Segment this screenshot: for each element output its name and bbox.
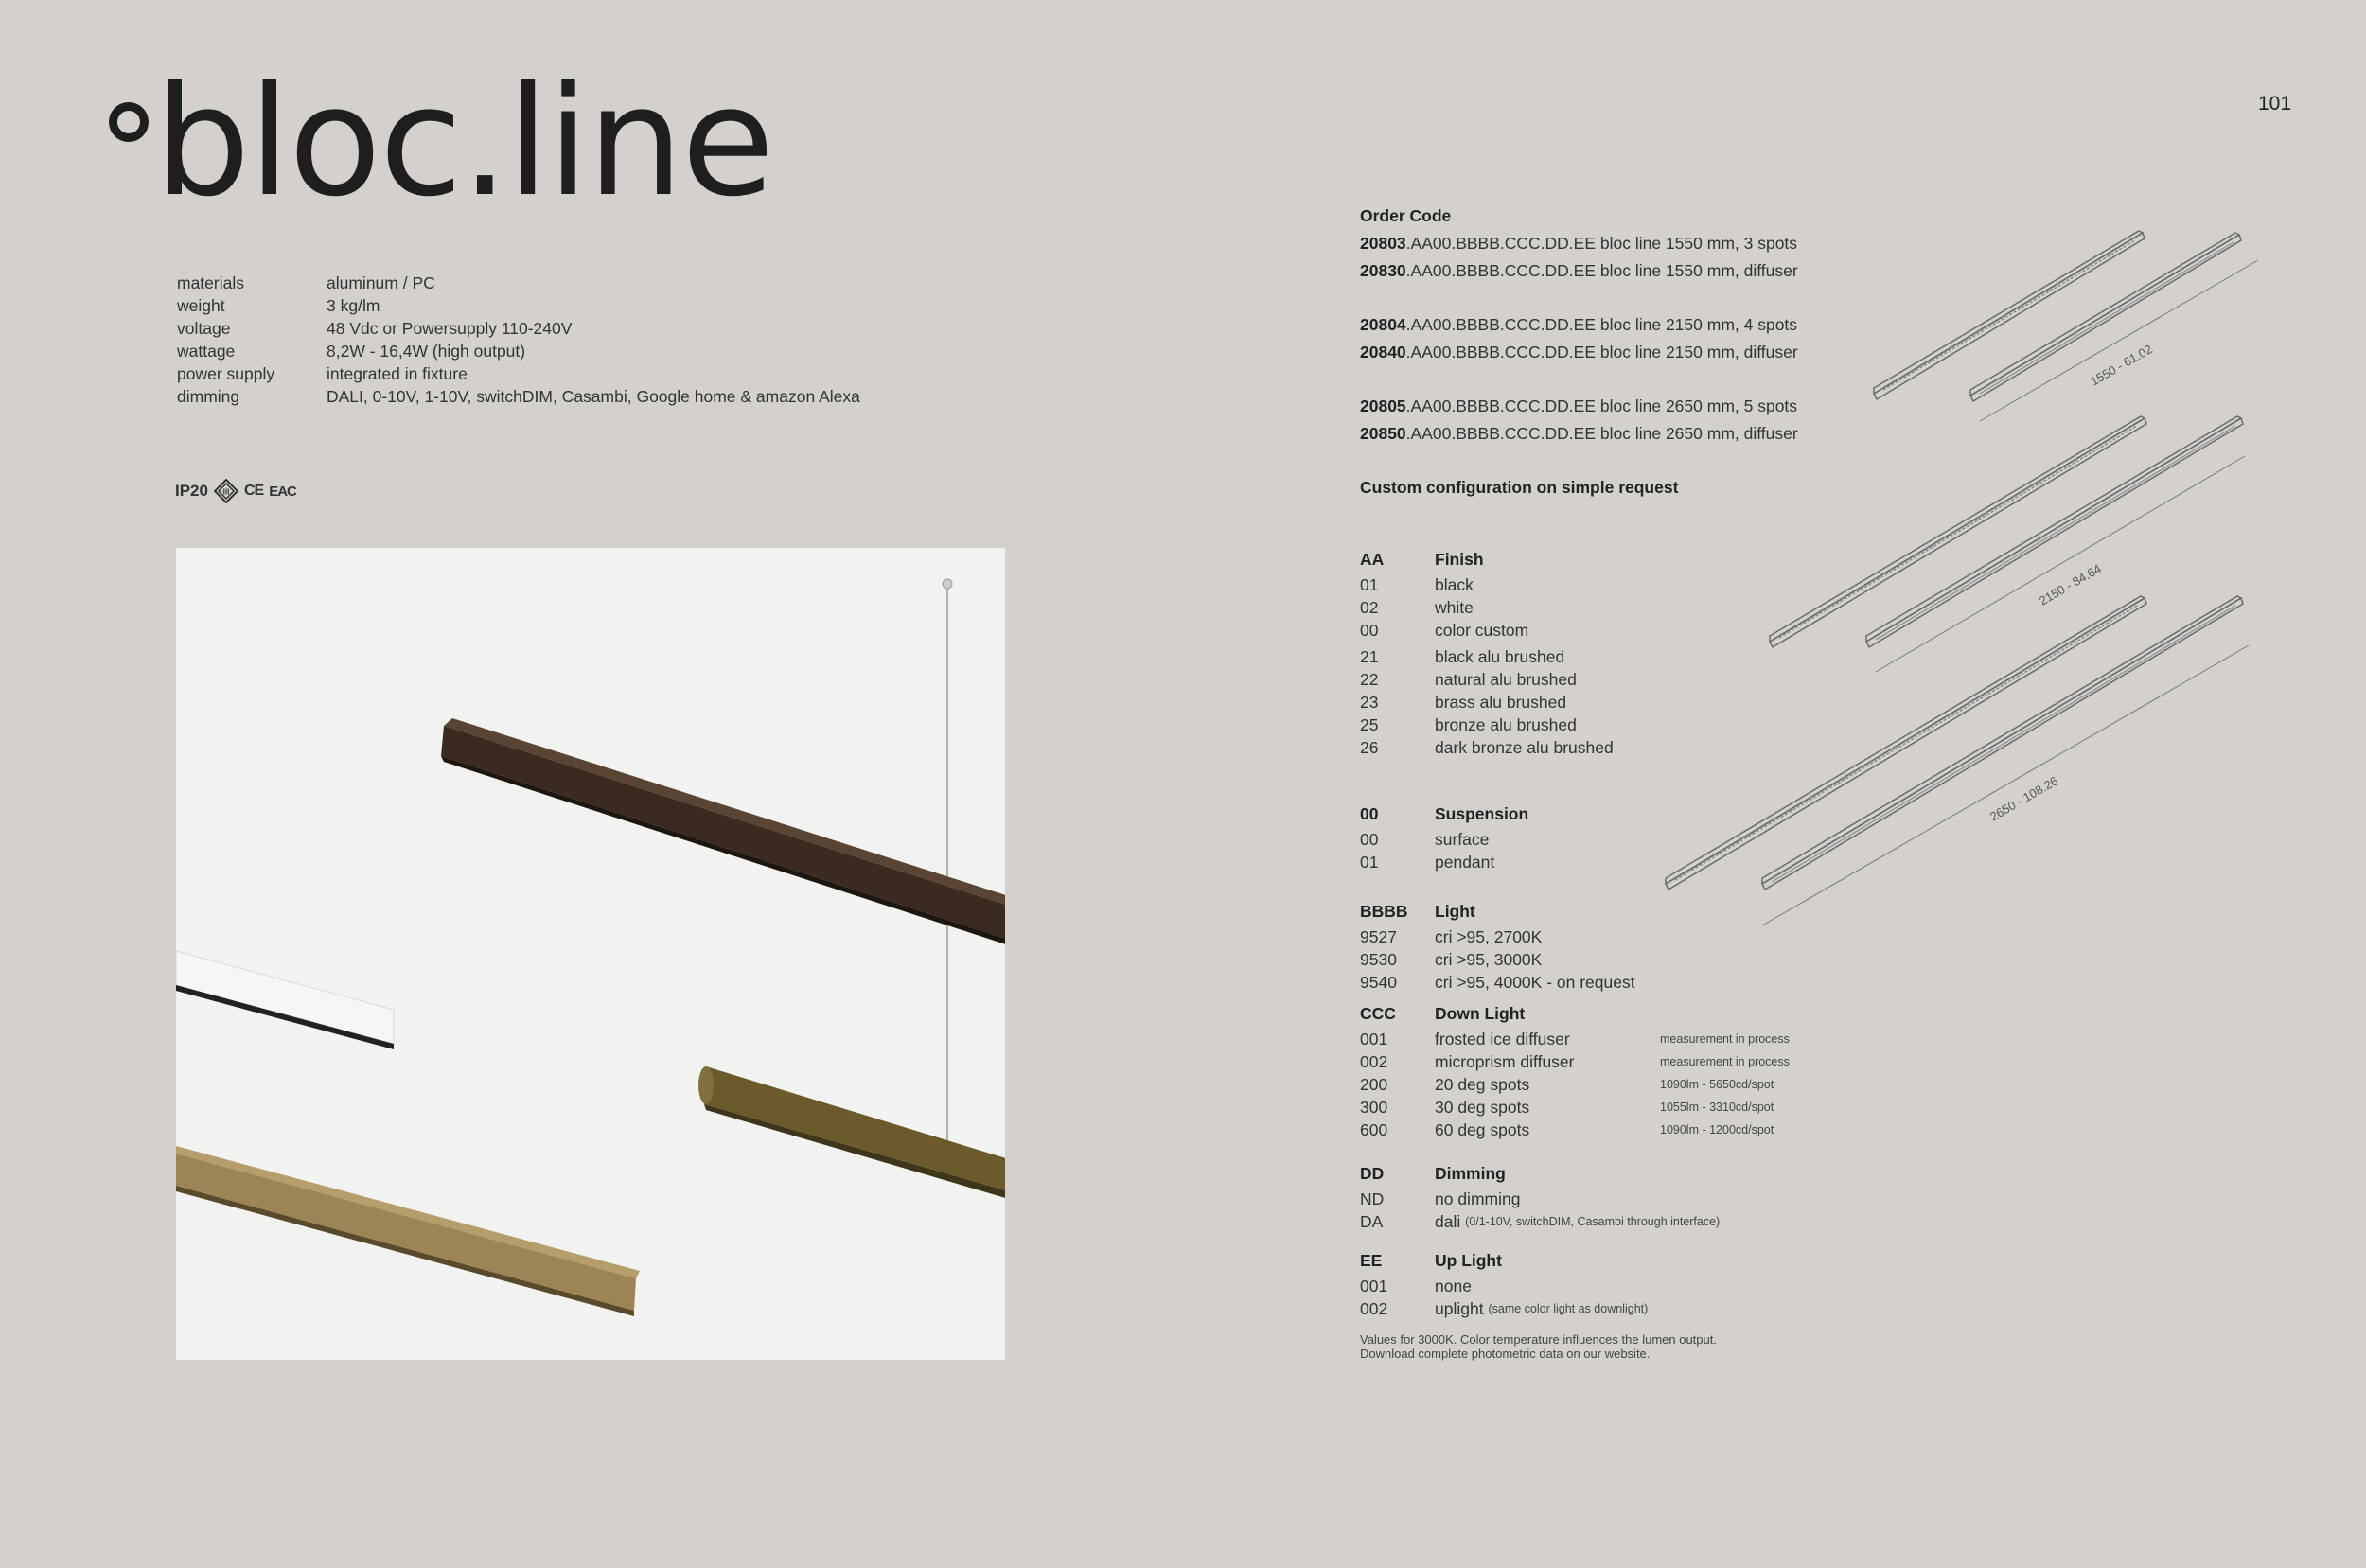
spec-value: DALI, 0-10V, 1-10V, switchDIM, Casambi, Google home & amazon Alexa — [327, 387, 860, 406]
option-row: 002 microprism diffuser measurement in process — [1360, 1052, 1790, 1071]
product-photo — [176, 548, 1005, 1360]
option-row: 02 white — [1360, 598, 1474, 617]
page-number: 101 — [2258, 93, 2292, 115]
spec-label: voltage — [177, 319, 231, 338]
spec-row — [177, 272, 860, 294]
spec-value: 48 Vdc or Powersupply 110-240V — [327, 319, 573, 338]
spec-list — [177, 272, 860, 408]
footnote: Values for 3000K. Color temperature influences the lumen output. Download complete photometric data on our website. — [1360, 1332, 1717, 1361]
eac-mark-icon: EAC — [269, 483, 296, 500]
ip-rating: IP20 — [175, 482, 208, 500]
option-row: 21 black alu brushed — [1360, 647, 1565, 666]
option-row: ND no dimming — [1360, 1189, 1521, 1208]
option-row: 300 30 deg spots 1055lm - 3310cd/spot — [1360, 1098, 1774, 1117]
light-section: BBBB Light 9527 cri >95, 2700K 9530 cri >95, 3000K 9540 cri >95, 4000K - on request — [1360, 902, 1635, 992]
option-row: 00 surface — [1360, 830, 1490, 849]
order-code-row: 20850.AA00.BBBB.CCC.DD.EE bloc line 2650 mm, diffuser — [1360, 424, 1798, 443]
order-code-row: 20804.AA00.BBBB.CCC.DD.EE bloc line 2150 mm, 4 spots — [1360, 315, 1798, 334]
dimming-section: DD Dimming ND no dimming DA dali (0/1-10V, switchDIM, Casambi through interface) — [1360, 1164, 1721, 1231]
finish-section: AA Finish 01 black 02 white 00 color custom 21 black alu brushed 22 natural alu brushed 23 brass alu brushed 25 bronze alu brushed 26 dark bronze alu brushed — [1360, 550, 1614, 757]
order-code-row: 20840.AA00.BBBB.CCC.DD.EE bloc line 2150 mm, diffuser — [1360, 343, 1798, 361]
spec-row — [177, 317, 860, 340]
fixture-2150-diffuser — [1866, 416, 2243, 647]
degree-symbol-icon — [109, 102, 149, 142]
spec-label: dimming — [177, 387, 240, 406]
spec-label: power supply — [177, 364, 275, 383]
class-iii-icon — [214, 479, 238, 503]
spec-row — [177, 362, 860, 385]
downlight-section: CCC Down Light 001 frosted ice diffuser measurement in process 002 microprism diffuser measurement in process 200 20 deg spots 1090lm - 5650cd/spot 300 30 deg spots 1055lm - 3310cd/spot 600 60 deg spots 1090lm - 1200cd/spot — [1360, 1004, 1790, 1139]
spec-label: materials — [177, 273, 244, 292]
dimension-label: 1550 - 61.02 — [2088, 342, 2155, 389]
uplight-section: EE Up Light 001 none 002 uplight (same color light as downlight) — [1360, 1251, 1649, 1318]
product-photo-illustration — [176, 548, 1005, 1360]
dimension-label: 2150 - 84.64 — [2037, 561, 2104, 608]
order-code-row: 20830.AA00.BBBB.CCC.DD.EE bloc line 1550 mm, diffuser — [1360, 261, 1798, 280]
dimension-label: 2650 - 108.26 — [1987, 773, 2060, 824]
option-row: 200 20 deg spots 1090lm - 5650cd/spot — [1360, 1075, 1774, 1094]
option-row: 600 60 deg spots 1090lm - 1200cd/spot — [1360, 1120, 1774, 1139]
option-row: 9527 cri >95, 2700K — [1360, 927, 1543, 946]
spec-row — [177, 294, 860, 317]
spec-value: 8,2W - 16,4W (high output) — [327, 342, 526, 361]
spec-value: 3 kg/lm — [327, 296, 380, 315]
order-code-heading: Order Code — [1360, 206, 1452, 225]
spec-value: integrated in fixture — [327, 364, 468, 383]
option-row: 25 bronze alu brushed — [1360, 715, 1577, 734]
option-row: DA dali (0/1-10V, switchDIM, Casambi through interface) — [1360, 1212, 1721, 1231]
svg-text:III: III — [222, 487, 230, 497]
product-title — [109, 53, 773, 230]
order-code-row: 20803.AA00.BBBB.CCC.DD.EE bloc line 1550 mm, 3 spots — [1360, 234, 1798, 253]
fixture-2650-diffuser — [1762, 596, 2243, 890]
suspension-section: 00 Suspension 00 surface 01 pendant — [1360, 804, 1529, 872]
spec-row — [177, 385, 860, 408]
option-row: 9540 cri >95, 4000K - on request — [1360, 973, 1635, 992]
custom-config-note: Custom configuration on simple request — [1360, 478, 1679, 497]
fixture-2650-spots — [1666, 596, 2146, 890]
option-row: 22 natural alu brushed — [1360, 670, 1577, 689]
dimension-drawing — [1647, 218, 2271, 946]
option-row: 9530 cri >95, 3000K — [1360, 950, 1543, 969]
fixture-2150-spots — [1770, 416, 2146, 647]
spec-label: weight — [177, 296, 225, 315]
option-row: 001 frosted ice diffuser measurement in process — [1360, 1030, 1790, 1048]
order-code-row: 20805.AA00.BBBB.CCC.DD.EE bloc line 2650 mm, 5 spots — [1360, 396, 1798, 415]
spec-label: wattage — [177, 342, 236, 361]
option-row: 01 pendant — [1360, 853, 1495, 872]
option-row: 00 color custom — [1360, 621, 1529, 640]
option-row: 001 none — [1360, 1277, 1472, 1295]
option-row: 23 brass alu brushed — [1360, 693, 1567, 712]
ce-mark-icon: CE — [243, 483, 264, 499]
option-row: 01 black — [1360, 575, 1474, 594]
spec-value: aluminum / PC — [327, 273, 435, 292]
certification-marks — [175, 479, 296, 503]
option-row: 002 uplight (same color light as downlight) — [1360, 1299, 1649, 1318]
spec-row — [177, 340, 860, 362]
product-title-text: bloc.line — [154, 53, 773, 230]
option-row: 26 dark bronze alu brushed — [1360, 738, 1614, 757]
